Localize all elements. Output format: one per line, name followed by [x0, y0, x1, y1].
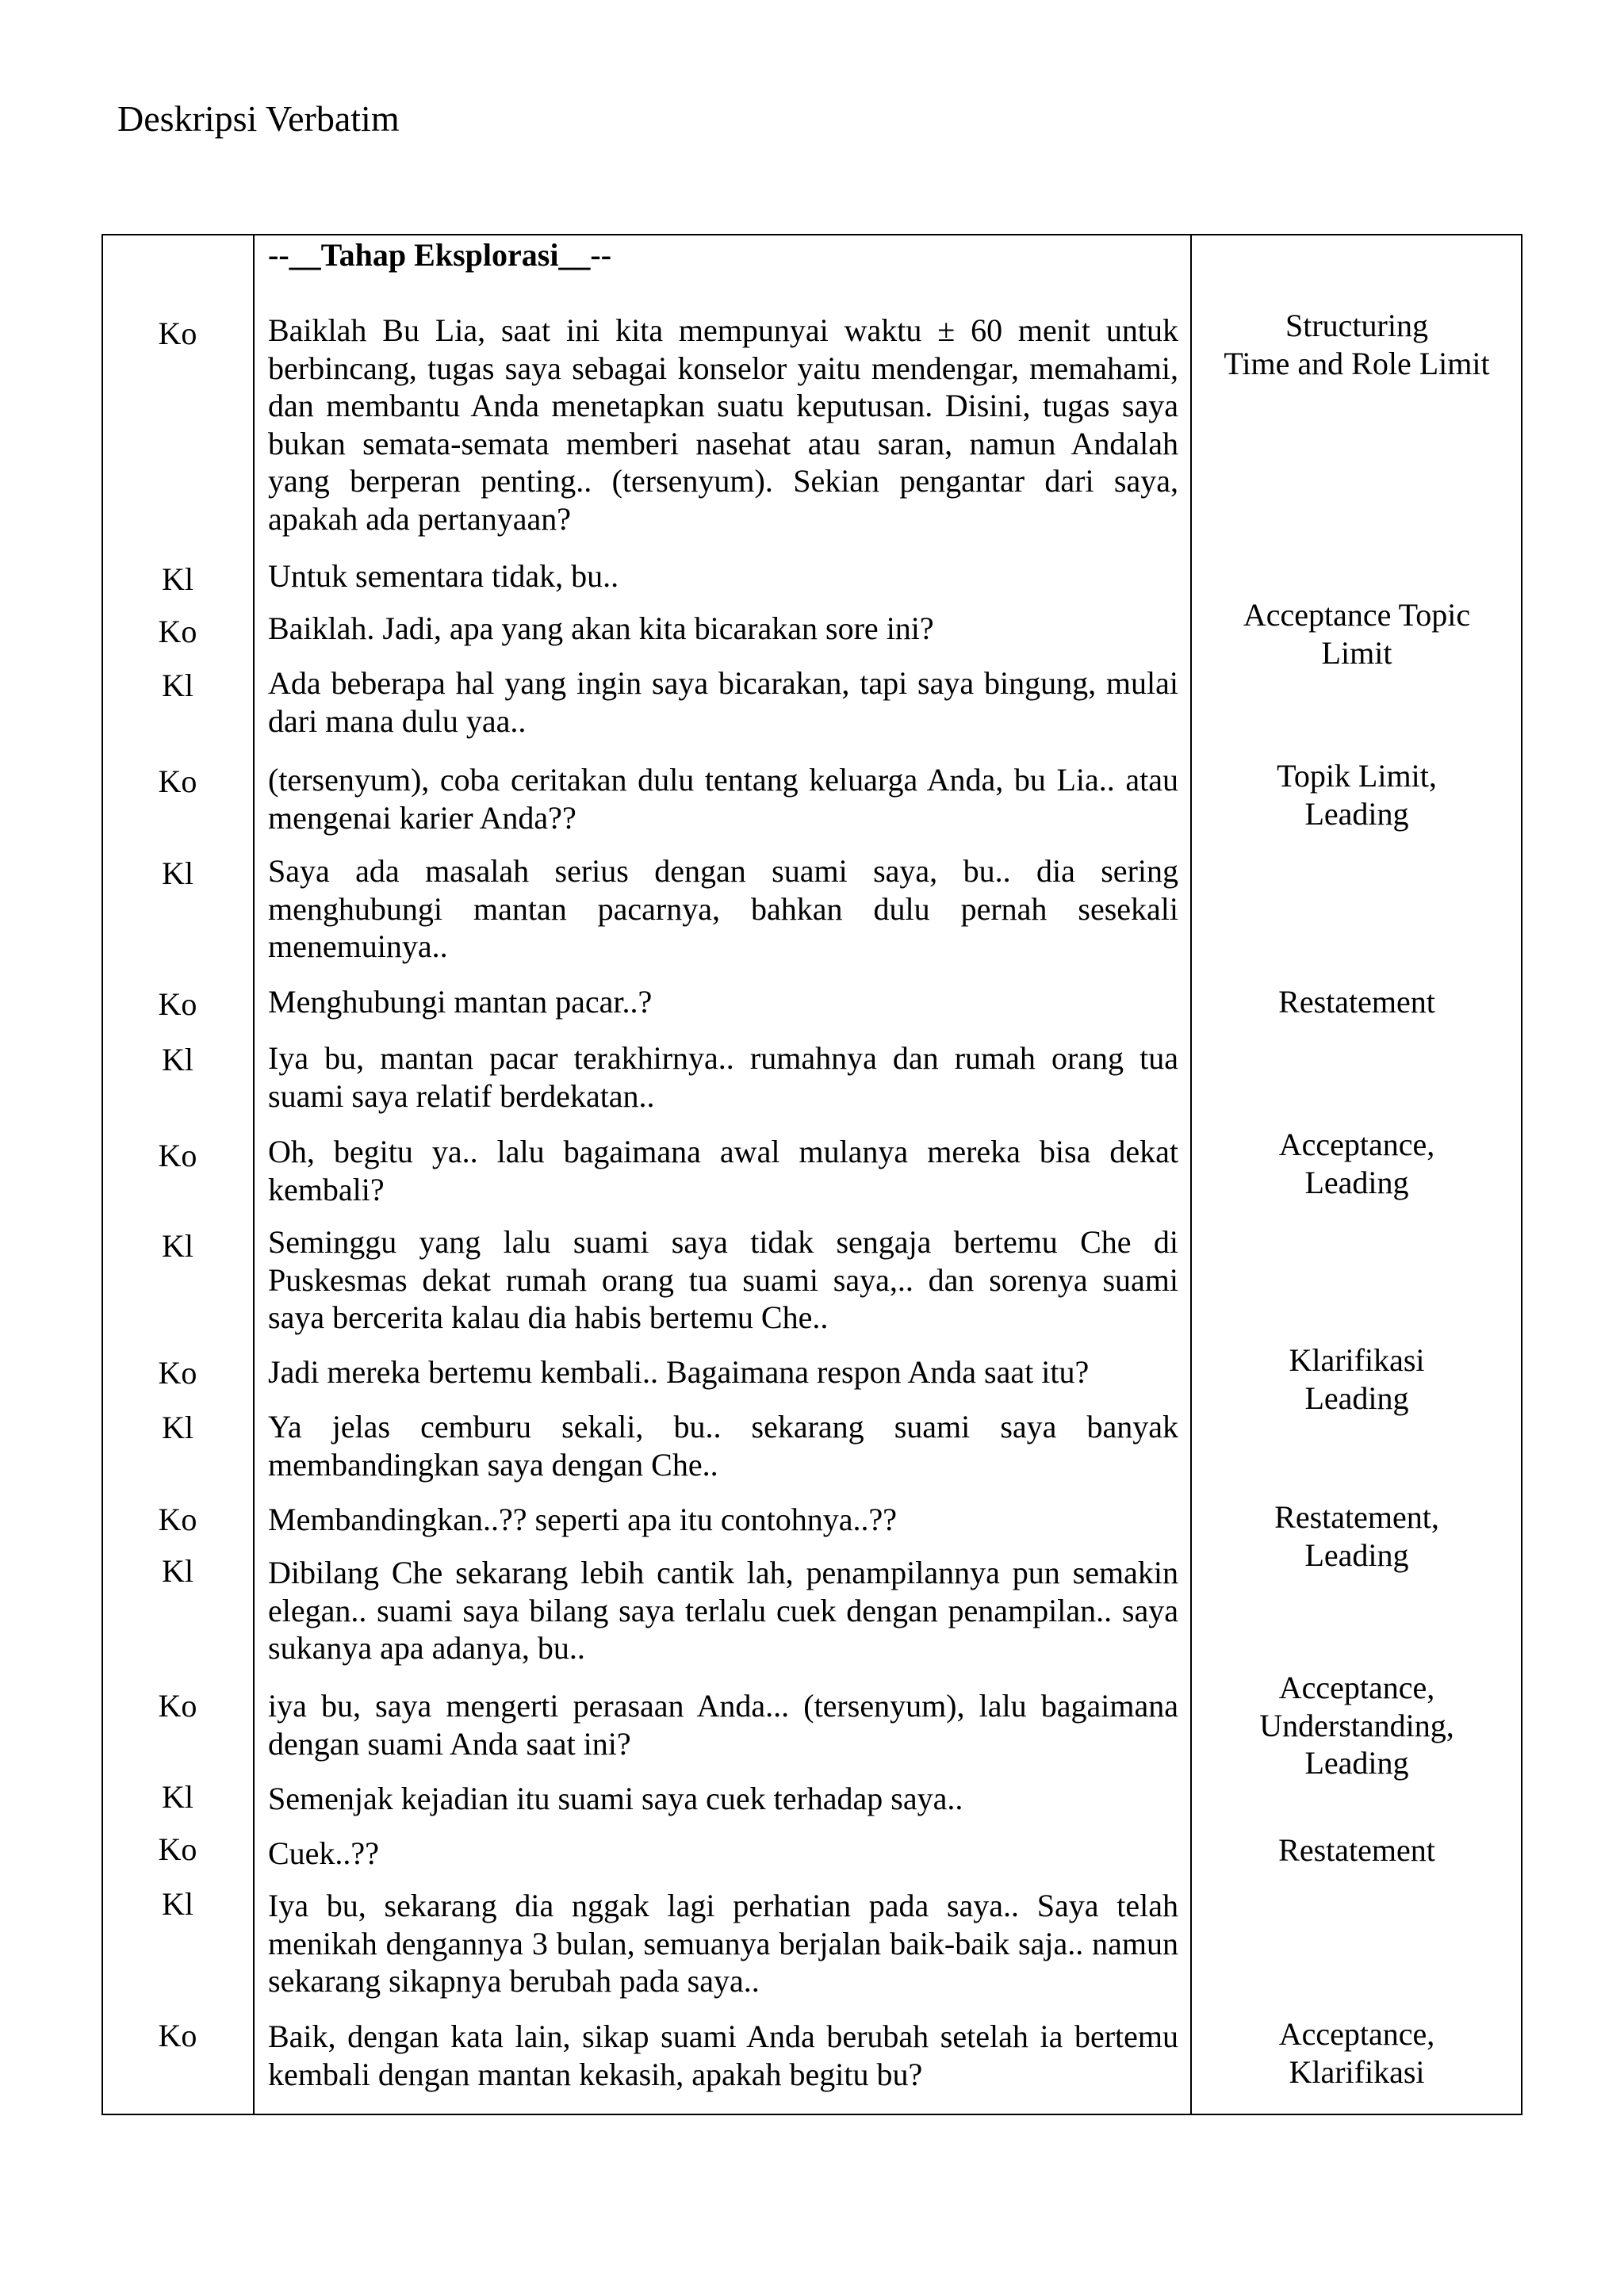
technique-note: Topik Limit, Leading [1277, 758, 1437, 832]
utterance-text: iya bu, saya mengerti perasaan Anda... (tersenyum), lalu bagaimana dengan suami Anda saat ini? [268, 1688, 1178, 1762]
speaker-label: Kl [162, 1553, 193, 1589]
technique-note: Acceptance, Klarifikasi [1278, 2016, 1435, 2090]
section-heading: --__Tahap Eksplorasi__-- [268, 237, 612, 273]
utterance-text: Membandingkan..?? seperti apa itu contohnya..?? [268, 1502, 898, 1537]
speaker-label: Kl [162, 1410, 193, 1445]
technique-note: Acceptance Topic Limit [1243, 597, 1471, 671]
utterance-text: Ya jelas cemburu sekali, bu.. sekarang suami saya banyak membandingkan saya dengan Che.. [268, 1409, 1178, 1483]
speaker-label: Kl [162, 1779, 193, 1815]
speaker-label: Ko [158, 1502, 197, 1537]
utterance-text: Baiklah. Jadi, apa yang akan kita bicarakan sore ini? [268, 610, 934, 646]
technique-note: Restatement, Leading [1274, 1499, 1439, 1573]
utterance-text: Semenjak kejadian itu suami saya cuek terhadap saya.. [268, 1781, 963, 1816]
speaker-label: Kl [162, 1886, 193, 1922]
technique-note: Restatement [1278, 1832, 1435, 1868]
column-divider-speaker [253, 234, 255, 2115]
utterance-text: Jadi mereka bertemu kembali.. Bagaimana respon Anda saat itu? [268, 1354, 1090, 1390]
utterance-text: Baiklah Bu Lia, saat ini kita mempunyai waktu ± 60 menit untuk berbincang, tugas saya sebagai konselor yaitu mendengar, memahami, dan membantu Anda menetapkan suatu keputusan. Disini, tugas saya bukan semata-semata memberi nasehat atau saran, namun Andalah yang berperan penting.. (tersenyum). Sekian pengantar dari saya, apakah ada pertanyaan? [268, 312, 1178, 537]
technique-note: Acceptance, Leading [1278, 1127, 1435, 1200]
utterance-text: Menghubungi mantan pacar..? [268, 984, 653, 1020]
utterance-text: Seminggu yang lalu suami saya tidak sengaja bertemu Che di Puskesmas dekat rumah orang tua suami saya,.. dan sorenya suami saya bercerita kalau dia habis bertemu Che.. [268, 1224, 1178, 1335]
utterance-text: Baik, dengan kata lain, sikap suami Anda berubah setelah ia bertemu kembali dengan mantan kekasih, apakah begitu bu? [268, 2019, 1178, 2092]
utterance-text: Oh, begitu ya.. lalu bagaimana awal mulanya mereka bisa dekat kembali? [268, 1134, 1178, 1207]
speaker-label: Kl [162, 668, 193, 703]
utterance-text: (tersenyum), coba ceritakan dulu tentang keluarga Anda, bu Lia.. atau mengenai karier Anda?? [268, 762, 1178, 836]
utterance-text: Iya bu, mantan pacar terakhirnya.. rumahnya dan rumah orang tua suami saya relatif berdekatan.. [268, 1040, 1178, 1114]
technique-note: Restatement [1278, 984, 1435, 1020]
utterance-text: Untuk sementara tidak, bu.. [268, 558, 619, 594]
utterance-text: Ada beberapa hal yang ingin saya bicarakan, tapi saya bingung, mulai dari mana dulu yaa.. [268, 665, 1178, 739]
speaker-label: Ko [158, 1688, 197, 1724]
speaker-label: Ko [158, 614, 197, 649]
speaker-label: Ko [158, 2018, 197, 2053]
speaker-label: Ko [158, 1831, 197, 1867]
speaker-label: Kl [162, 561, 193, 597]
speaker-label: Ko [158, 986, 197, 1022]
column-divider-technique [1190, 234, 1192, 2115]
utterance-text: Dibilang Che sekarang lebih cantik lah, penampilannya pun semakin elegan.. suami saya bilang saya terlalu cuek dengan penampilan.. saya sukanya apa adanya, bu.. [268, 1555, 1178, 1666]
utterance-text: Cuek..?? [268, 1835, 379, 1871]
speaker-label: Kl [162, 855, 193, 891]
speaker-label: Ko [158, 1138, 197, 1173]
speaker-label: Ko [158, 763, 197, 799]
utterance-text: Iya bu, sekarang dia nggak lagi perhatian pada saya.. Saya telah menikah dengannya 3 bulan, semuanya berjalan baik-baik saja.. namun sekarang sikapnya berubah pada saya.. [268, 1888, 1178, 1999]
speaker-label: Ko [158, 1355, 197, 1391]
technique-note: Acceptance, Understanding, Leading [1259, 1670, 1454, 1781]
page-title: Deskripsi Verbatim [117, 98, 400, 139]
utterance-text: Saya ada masalah serius dengan suami saya, bu.. dia sering menghubungi mantan pacarnya, bahkan dulu pernah sesekali menemuinya.. [268, 853, 1178, 964]
technique-note: Klarifikasi Leading [1289, 1342, 1425, 1416]
speaker-label: Kl [162, 1228, 193, 1264]
speaker-label: Kl [162, 1042, 193, 1077]
technique-note: Structuring Time and Role Limit [1224, 308, 1490, 381]
speaker-label: Ko [158, 316, 197, 351]
